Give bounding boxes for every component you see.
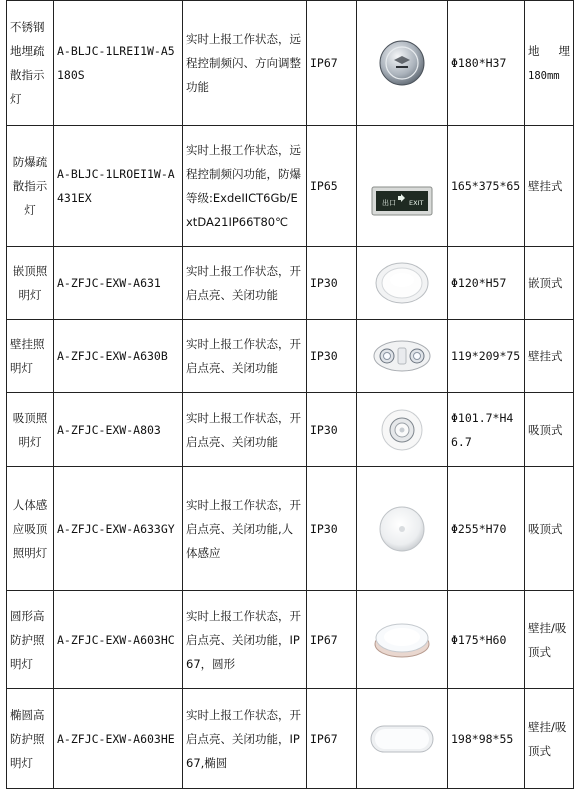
product-name: 不锈钢地埋疏散指示灯: [7, 1, 54, 126]
ip-rating: IP30: [307, 320, 357, 393]
product-function: 实时上报工作状态，远程控制频闪功能，防爆等级:ExdeIICT6Gb/ExtDA21IP66T80℃: [183, 126, 307, 247]
round-protective-lamp-image: [373, 620, 431, 660]
product-dimensions: Φ175*H60: [448, 591, 525, 689]
ip-rating: IP67: [307, 1, 357, 126]
table-row: [7, 393, 574, 467]
install-method: 壁挂式: [525, 320, 574, 393]
recessed-ceiling-lamp-image: [374, 261, 430, 305]
product-name: 嵌顶照明灯: [7, 247, 54, 320]
product-model: A-ZFJC-EXW-A803: [54, 393, 183, 467]
product-image-cell: [357, 591, 448, 689]
product-image-cell: [357, 126, 448, 247]
product-function: 实时上报工作状态，开启点亮、关闭功能: [183, 393, 307, 467]
product-model: A-ZFJC-EXW-A603HC: [54, 591, 183, 689]
product-model: A-BLJC-1LROEI1W-A431EX: [54, 126, 183, 247]
table-row: [7, 1, 574, 126]
install-method: 壁挂/吸顶式: [525, 591, 574, 689]
product-name: 人体感应吸顶照明灯: [7, 467, 54, 591]
product-model: A-ZFJC-EXW-A630B: [54, 320, 183, 393]
install-method-top: 地 埋: [528, 43, 570, 58]
product-function: 实时上报工作状态，开启点亮、关闭功能: [183, 247, 307, 320]
product-name: 吸顶照明灯: [7, 393, 54, 467]
ip-rating: IP30: [307, 247, 357, 320]
ip-rating: IP30: [307, 467, 357, 591]
twin-head-wall-lamp-image: [372, 338, 432, 374]
table-row: [7, 467, 574, 591]
install-method: 壁挂/吸顶式: [525, 689, 574, 789]
product-dimensions: 198*98*55: [448, 689, 525, 789]
product-image-cell: [357, 467, 448, 591]
product-dimensions: 119*209*75: [448, 320, 525, 393]
product-image-cell: [357, 247, 448, 320]
install-method: 壁挂式: [525, 126, 574, 247]
sensor-ceiling-lamp-image: [377, 504, 427, 554]
ip-rating: IP65: [307, 126, 357, 247]
product-dimensions: Φ120*H57: [448, 247, 525, 320]
product-dimensions: Φ101.7*H46.7: [448, 393, 525, 467]
ip-rating: IP30: [307, 393, 357, 467]
install-method: 吸顶式: [525, 467, 574, 591]
product-dimensions: Φ180*H37: [448, 1, 525, 126]
ceiling-spot-lamp-image: [380, 408, 424, 452]
product-function: 实时上报工作状态，远程控制频闪、方向调整功能: [183, 1, 307, 126]
table-row: [7, 689, 574, 789]
oval-protective-lamp-image: [369, 722, 435, 756]
product-function: 实时上报工作状态，开启点亮、关闭功能,人体感应: [183, 467, 307, 591]
product-model: A-ZFJC-EXW-A633GY: [54, 467, 183, 591]
product-image-cell: [357, 320, 448, 393]
install-method: [525, 1, 574, 126]
install-method-bottom: 180mm: [528, 69, 560, 82]
product-function: 实时上报工作状态，开启点亮、关闭功能，IP67，圆形: [183, 591, 307, 689]
exit-sign-english-text: EXIT: [409, 199, 424, 207]
ip-rating: IP67: [307, 591, 357, 689]
exit-sign-chinese-text: 出口: [382, 199, 396, 207]
ip-rating: IP67: [307, 689, 357, 789]
product-image-cell: [357, 393, 448, 467]
exit-sign-lamp-image: [371, 186, 433, 216]
table-row: [7, 320, 574, 393]
product-function: 实时上报工作状态，开启点亮、关闭功能: [183, 320, 307, 393]
product-name: 椭圆高防护照明灯: [7, 689, 54, 789]
install-method: 吸顶式: [525, 393, 574, 467]
product-image-cell: [357, 689, 448, 789]
product-model: A-ZFJC-EXW-A603HE: [54, 689, 183, 789]
product-function: 实时上报工作状态，开启点亮、关闭功能，IP67,椭圆: [183, 689, 307, 789]
product-spec-table: [6, 0, 574, 789]
table-row: [7, 126, 574, 247]
product-image-cell: [357, 1, 448, 126]
product-name: 壁挂照明灯: [7, 320, 54, 393]
product-dimensions: Φ255*H70: [448, 467, 525, 591]
product-name: 圆形高防护照明灯: [7, 591, 54, 689]
product-dimensions: 165*375*65: [448, 126, 525, 247]
product-model: A-ZFJC-EXW-A631: [54, 247, 183, 320]
install-method: 嵌顶式: [525, 247, 574, 320]
product-name: 防爆疏散指示灯: [7, 126, 54, 247]
round-stainless-floor-lamp-image: [377, 38, 427, 88]
table-row: [7, 247, 574, 320]
product-model: A-BLJC-1LREI1W-A5180S: [54, 1, 183, 126]
table-row: [7, 591, 574, 689]
